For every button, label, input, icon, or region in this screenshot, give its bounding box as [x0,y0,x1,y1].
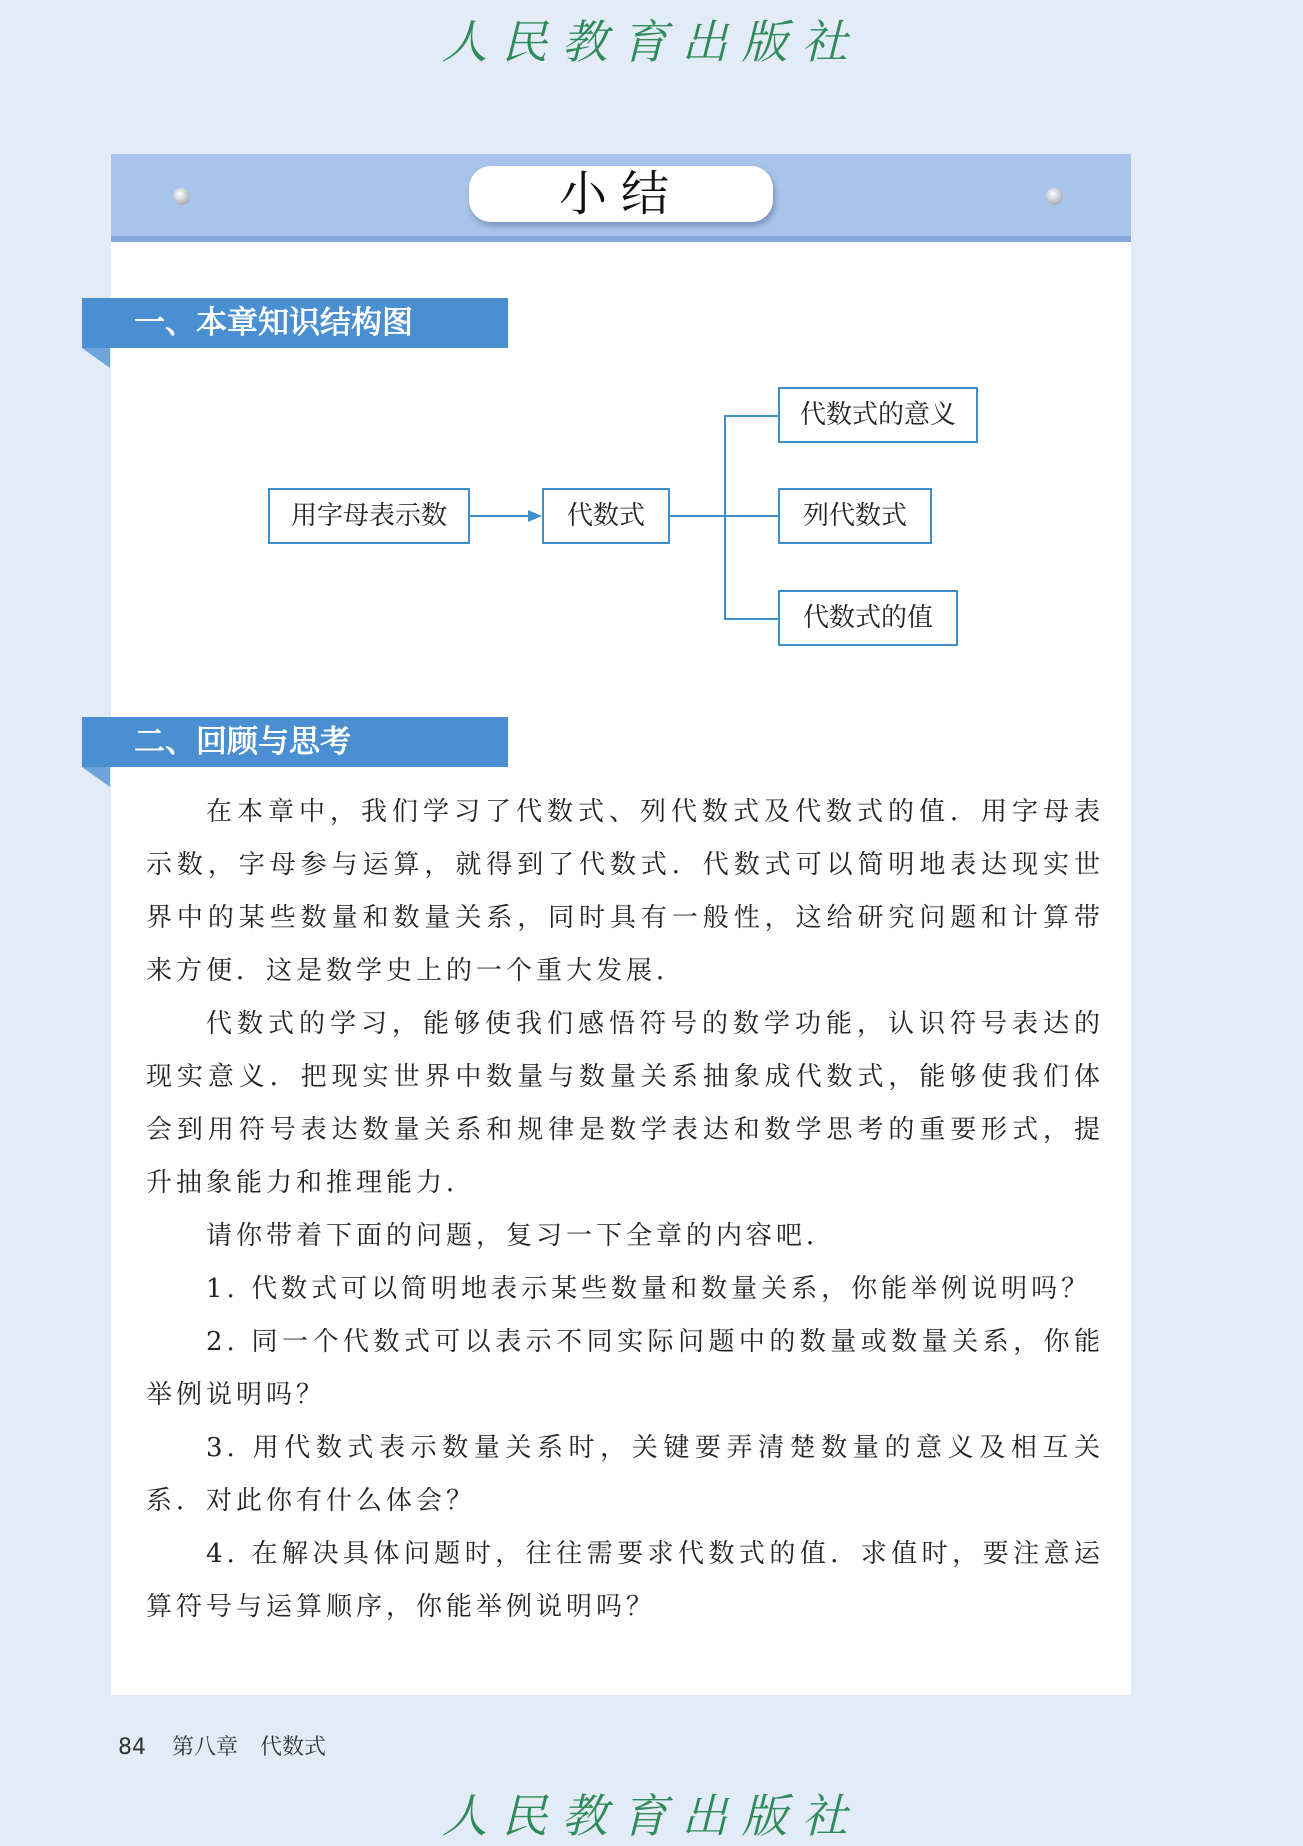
diagram-branch-trunk [724,415,726,620]
section-heading-review: 二、回顾与思考 [82,717,508,767]
diagram-node-meaning: 代数式的意义 [778,387,978,443]
section-heading-structure: 一、本章知识结构图 [82,298,508,348]
title-band-line [111,236,1131,242]
question-item: 4. 在解决具体问题时，往往需要求代数式的值．求值时，要注意运算符号与运算顺序，你能举例说明吗？ [146,1539,1104,1622]
paragraph: 代数式的学习，能够使我们感悟符号的数学功能，认识符号表达的现实意义．把现实世界中数量与数量关系抽象成代数式，能够使我们体会到用符号表达数量关系和规律是数学表达和数学思考的重要形式，提升抽象能力和推理能力． [146,1009,1104,1198]
question-item: 3. 用代数式表示数量关系时，关键要弄清楚数量的意义及相互关系．对此你有什么体会？ [146,1433,1104,1516]
section-fold [82,767,110,787]
page-title: 小结 [469,166,773,222]
diagram-node-center: 代数式 [542,488,670,544]
binder-hole-left [173,188,190,205]
paragraph: 在本章中，我们学习了代数式、列代数式及代数式的值．用字母表示数，字母参与运算，就得到了代数式．代数式可以简明地表达现实世界中的某些数量和数量关系，同时具有一般性，这给研究问题和计算带来方便．这是数学史上的一个重大发展． [146,797,1104,986]
diagram-node-source: 用字母表示数 [268,488,470,544]
diagram-branch-top [724,415,780,417]
diagram-branch-bottom [724,618,780,620]
publisher-logo-top: 人民教育出版社 [441,15,862,69]
diagram-arrow-line [470,515,530,517]
chapter-label: 第八章 [172,1735,239,1760]
binder-hole-right [1046,188,1063,205]
section-fold [82,348,110,368]
question-item: 2. 同一个代数式可以表示不同实际问题中的数量或数量关系，你能举例说明吗？ [146,1327,1104,1410]
review-text [146,786,1104,1634]
question-item: 1. 代数式可以简明地表示某些数量和数量关系，你能举例说明吗？ [206,1274,1092,1304]
diagram-arrow-head [528,510,542,522]
page-footer [118,1730,326,1761]
publisher-logo-bottom: 人民教育出版社 [441,1789,862,1843]
chapter-title: 代数式 [260,1735,327,1760]
paragraph: 请你带着下面的问题，复习一下全章的内容吧． [206,1221,837,1251]
diagram-node-value: 代数式的值 [778,590,958,646]
diagram-node-forming: 列代数式 [778,488,932,544]
page-number: 84 [118,1735,146,1760]
